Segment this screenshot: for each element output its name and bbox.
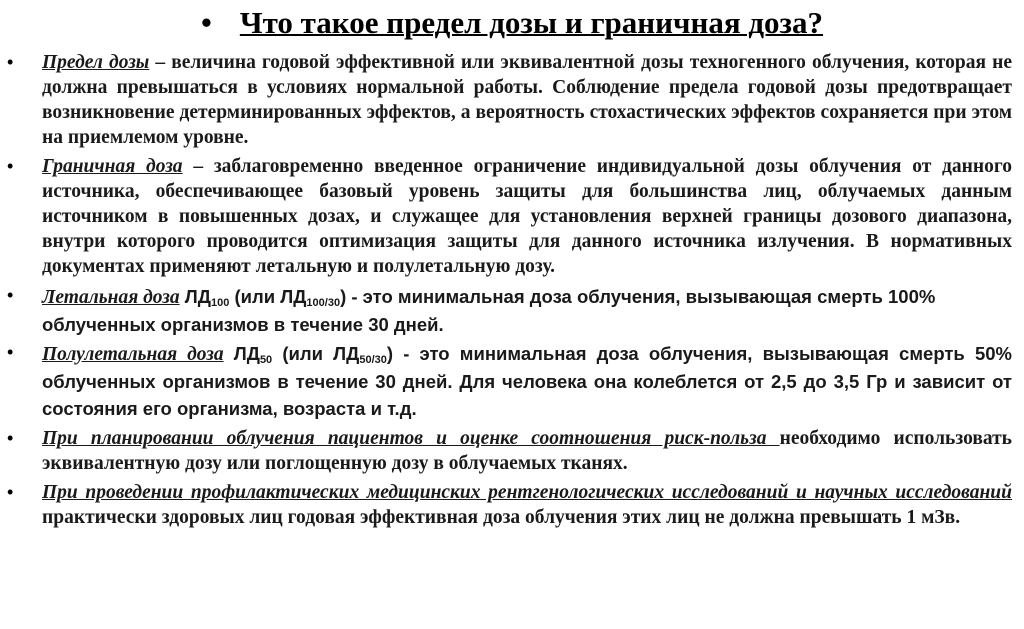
term-lethal-dose: Летальная доза [42, 287, 180, 308]
item-text [42, 340, 1012, 422]
definition: ) - это минимальная доза облучения, вызывающая смерть 50% облученных организмов в течение 30 дней. Для человека она колеблется от 2,5 до 3,5 Гр и зависит от состояния его организма, возраста и т.д. [42, 343, 1012, 419]
ld-label: ЛД [223, 343, 260, 364]
item-text [42, 426, 1012, 476]
definition: ) - это минимальная доза облучения, вызывающая смерть 100% облученных организмов в течение 30 дней. [42, 286, 936, 335]
slide-title-text: Что такое предел дозы и граничная доза? [239, 5, 824, 40]
item-text [42, 154, 1012, 279]
term-preventive-exams: При проведении профилактических медицинских рентгенологических исследований и научных исследований [42, 482, 1012, 503]
title-bullet: • [200, 5, 212, 40]
item-text [42, 283, 1012, 338]
list-item-semilethal-dose [0, 340, 1024, 422]
bullet: • [7, 156, 14, 176]
bullet: • [7, 428, 14, 448]
bullet: • [7, 285, 14, 305]
list-item-lethal-dose [0, 283, 1024, 338]
definition: – заблаговременно введенное ограничение индивидуальной дозы облучения от данного источника, обеспечивающее базовый уровень защиты для большинства лиц, облучаемых данным источником в повышенных дозах, и служащее для установления верхней границы дозового диапазона, внутри которого проводится оптимизация защиты для данного источника излучения. В нормативных документах применяют летальную и полулетальную дозу. [42, 156, 1012, 277]
term-semilethal-dose: Полулетальная доза [42, 344, 224, 365]
ld-alt-label: (или ЛД [272, 343, 360, 364]
term-boundary-dose: Граничная доза [42, 156, 183, 177]
bullet: • [7, 52, 14, 72]
item-text [42, 50, 1012, 150]
slide-title [0, 4, 1024, 42]
term-dose-limit: Предел дозы [42, 52, 150, 73]
ld-alt-subscript: 50/30 [359, 354, 387, 366]
bullet: • [7, 482, 14, 502]
definition: практически здоровых лиц годовая эффективная доза облучения этих лиц не должна превышать 1 мЗв. [42, 507, 961, 528]
list-item-dose-limit [0, 50, 1024, 150]
ld-subscript: 100 [210, 297, 230, 309]
bullet-list [0, 50, 1024, 532]
ld-label: ЛД [179, 286, 211, 307]
ld-alt-label: (или ЛД [229, 286, 307, 307]
term-patient-planning: При планировании облучения пациентов и оценке соотношения риск-польза [42, 428, 780, 449]
ld-subscript: 50 [259, 354, 273, 366]
list-item-preventive-exams [0, 480, 1024, 530]
definition: необходимо использовать эквивалентную дозу или поглощенную дозу в облучаемых тканях. [42, 428, 1012, 474]
ld-alt-subscript: 100/30 [306, 297, 341, 309]
item-text [42, 480, 1012, 530]
list-item-boundary-dose [0, 154, 1024, 279]
list-item-patient-planning [0, 426, 1024, 476]
bullet: • [7, 342, 14, 362]
definition: – величина годовой эффективной или эквивалентной дозы техногенного облучения, которая не должна превышаться в условиях нормальной работы. Соблюдение предела годовой дозы предотвращает возникновение детерминированных эффектов, а вероятность стохастических эффектов сохраняется при этом на приемлемом уровне. [42, 52, 1012, 148]
